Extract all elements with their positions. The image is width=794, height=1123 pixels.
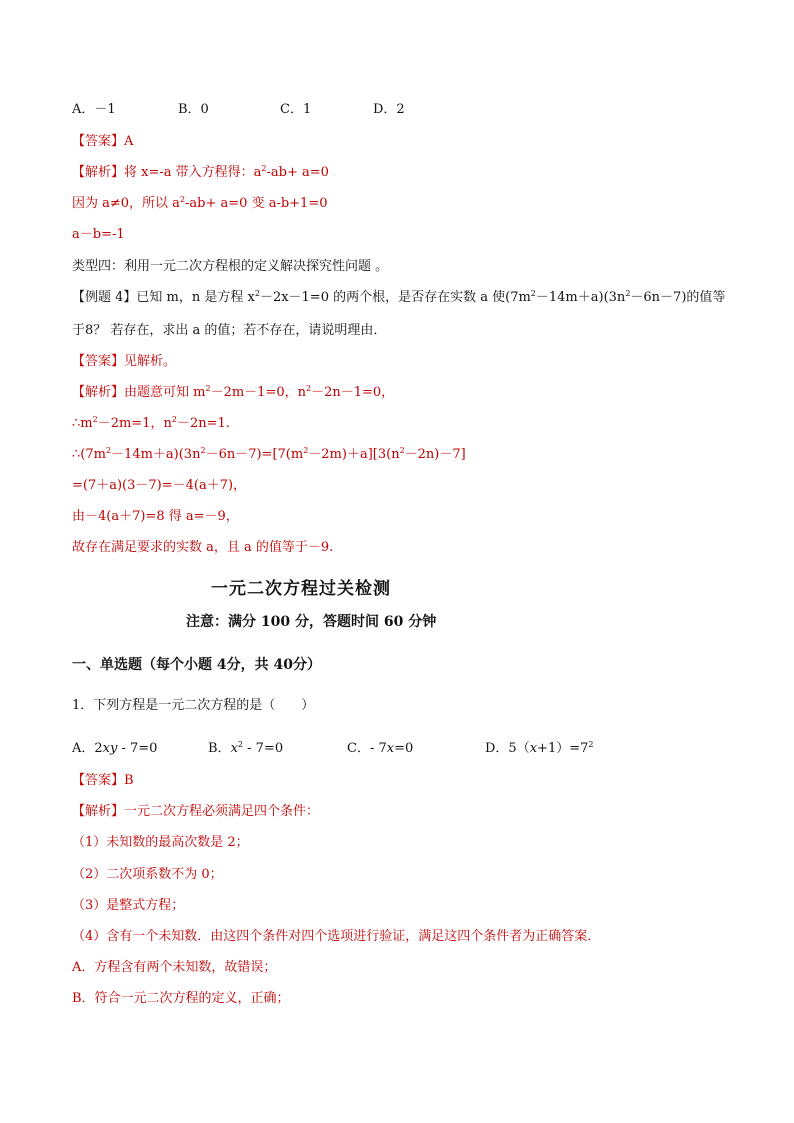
answer-1 (72, 133, 133, 151)
text: ∴(7m (72, 447, 106, 462)
text: -ab+ a=0 (266, 165, 329, 180)
text: －2m=1，n (97, 416, 172, 431)
text: ∴m (72, 416, 93, 431)
prev-question-options (72, 101, 405, 119)
superscript: 2 (399, 446, 405, 455)
question-1-options (72, 740, 593, 758)
option-c (347, 740, 485, 758)
text: －2n－1=0， (311, 385, 395, 400)
text: 一元二次方程必须满足四个条件： (124, 804, 320, 819)
text: - 7=0 (117, 741, 158, 756)
text: - 7=0 (243, 741, 284, 756)
text: B． (208, 741, 231, 756)
exam-note: 注意：满分 100 分，答题时间 60 分钟 (186, 614, 437, 630)
superscript: 2 (261, 164, 267, 173)
answer-3 (72, 772, 134, 790)
superscript: 2 (179, 195, 186, 204)
superscript: 2 (530, 289, 536, 298)
explanation-1-line-2 (72, 195, 328, 213)
text: 将 x=-a 带入方程得：a (124, 165, 262, 180)
variable: xy (102, 741, 118, 756)
answer-tag: 【答案】 (72, 134, 125, 149)
text: －2m－1=0，n (210, 385, 306, 400)
explanation-2-line-5: 由－4(a＋7)=8 得 a=－9， (72, 509, 239, 524)
explanation-1-line-3: a－b=-1 (72, 227, 125, 242)
explanation-3-line-7: B．符合一元二次方程的定义，正确； (72, 991, 290, 1006)
text: －14m＋a)(3n (111, 447, 201, 462)
explanation-2-line-2 (72, 415, 230, 433)
text: －2x－1=0 的两个根，是否存在实数 a 使(7m (259, 290, 531, 305)
explanation-3-line-6: A．方程含有两个未知数，故错误； (72, 960, 277, 975)
option-b (208, 740, 347, 758)
superscript: 2 (303, 446, 309, 455)
answer-tag: 【答案】 (72, 773, 125, 788)
text: －2n)－7] (404, 447, 466, 462)
explanation-2-line-6: 故存在满足要求的实数 a，且 a 的值等于－9. (72, 540, 334, 555)
text: 由题意可知 m (124, 385, 206, 400)
explanation-2-line-4: =(7＋a)(3－7)=－4(a＋7)， (72, 478, 247, 493)
text: =0 (394, 741, 414, 756)
text: －6n－7)的值等 (630, 290, 726, 305)
superscript: 2 (588, 740, 594, 749)
text: A．2 (72, 741, 103, 756)
example-4-line-2: 于8？ 若存在，求出 a 的值；若不存在，请说明理由． (72, 323, 387, 338)
superscript: 2 (105, 446, 112, 455)
option-d: D．2 (373, 102, 405, 117)
explanation-tag: 【解析】 (72, 385, 125, 400)
text: -ab+ a=0 变 a-b+1=0 (185, 196, 328, 211)
superscript: 2 (205, 384, 211, 393)
explanation-3-line-3: （2）二次项系数不为 0； (72, 867, 223, 882)
variable: x (386, 741, 395, 756)
option-b: B．0 (178, 102, 209, 117)
text: －2m)＋a][3(n (308, 447, 400, 462)
text: －6n－7)=[7(m (205, 447, 304, 462)
explanation-2-line-3 (72, 446, 466, 464)
question-1-stem: 1．下列方程是一元二次方程的是（ ） (72, 698, 315, 713)
text: 已知 m，n 是方程 x (136, 290, 255, 305)
superscript: 2 (625, 289, 631, 298)
explanation-3-line-1 (72, 803, 319, 821)
superscript: 2 (171, 415, 177, 424)
option-d (485, 740, 593, 758)
example-tag: 【例题 4】 (72, 290, 137, 305)
explanation-2-line-1 (72, 384, 394, 402)
explanation-tag: 【解析】 (72, 165, 125, 180)
title-text: 一元二次方程过关检测 (211, 579, 391, 599)
variable: x (529, 741, 538, 756)
superscript: 2 (200, 446, 206, 455)
option-a: A．－1 (72, 102, 116, 117)
option-a (72, 740, 208, 758)
section-title (0, 574, 794, 599)
answer-2 (72, 353, 176, 371)
text: －14m＋a)(3n (535, 290, 626, 305)
example-4-line-1 (72, 289, 725, 307)
text: 因为 a≠0，所以 a (72, 196, 180, 211)
superscript: 2 (92, 415, 98, 424)
variable: x (230, 741, 238, 756)
explanation-3-line-5: （4）含有一个未知数．由这四个条件对四个选项进行验证，满足这四个条件者为正确答案． (72, 929, 601, 944)
explanation-tag: 【解析】 (72, 804, 125, 819)
answer-value: 见解析。 (124, 354, 177, 369)
section-heading-single-choice: 一、单选题（每个小题 4分，共 40分） (72, 657, 321, 673)
explanation-3-line-4: （3）是整式方程； (72, 898, 185, 913)
superscript: 2 (305, 384, 312, 393)
type-four-heading: 类型四：利用一元二次方程根的定义解决探究性问题 。 (72, 259, 389, 274)
superscript: 2 (237, 740, 243, 749)
explanation-3-line-2: （1）未知数的最高次数是 2； (72, 835, 249, 850)
text: C．- 7 (347, 741, 387, 756)
answer-tag: 【答案】 (72, 354, 125, 369)
answer-value: B (124, 773, 134, 788)
text: +1）=7 (537, 741, 589, 756)
text: －2n=1. (176, 416, 230, 431)
answer-value: A (124, 134, 134, 149)
option-c: C．1 (280, 102, 312, 117)
superscript: 2 (254, 289, 260, 298)
text: D．5（ (485, 741, 530, 756)
explanation-1-line-1 (72, 164, 329, 182)
